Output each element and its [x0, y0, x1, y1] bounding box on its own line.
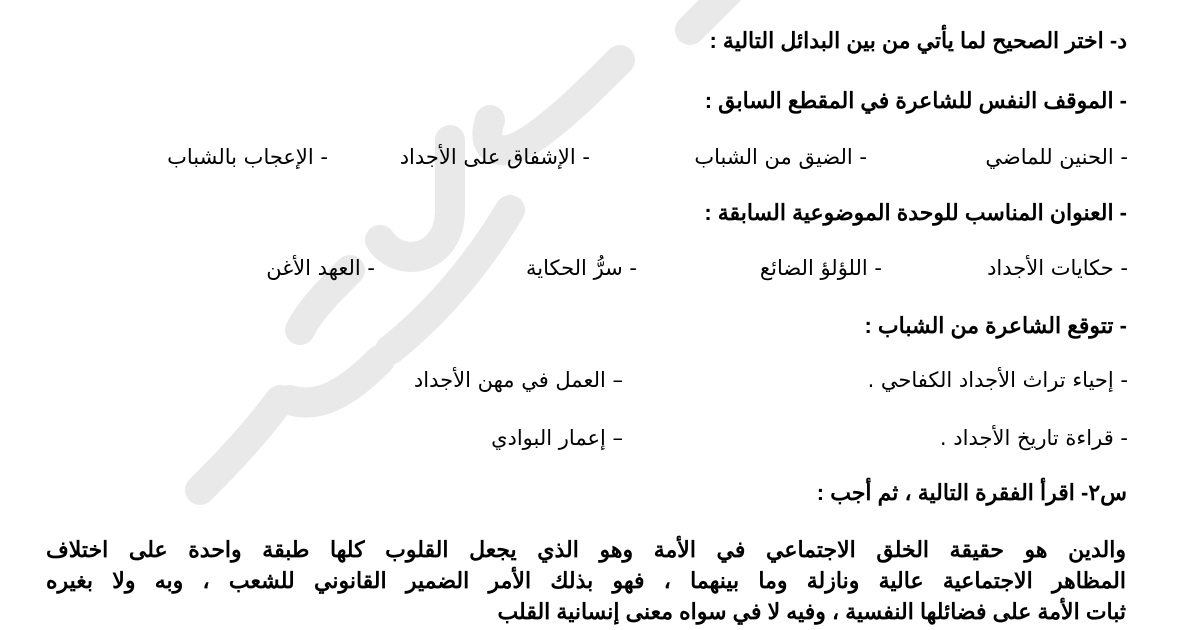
q1-option-4: - الإعجاب بالشباب — [167, 145, 328, 169]
q1-option-3: - الإشفاق على الأجداد — [399, 145, 590, 169]
paragraph-line-3: ثبات الأمة على فضائلها النفسية ، وفيه لا في سواه معنى إنسانية القلب — [497, 599, 1126, 624]
q3-option-4: – إعمار البوادي — [491, 426, 623, 450]
question-s2-heading: س٢- اقرأ الفقرة التالية ، ثم أجب : — [816, 480, 1127, 505]
question-3-title: - تتوقع الشاعرة من الشباب : — [864, 313, 1127, 338]
question-1-title: - الموقف النفس للشاعرة في المقطع السابق : — [704, 88, 1127, 113]
q2-option-3: - سرُّ الحكاية — [526, 256, 637, 280]
paragraph-line-1: والدين هو حقيقة الخلق الاجتماعي في الأمة وهو الذي يجعل القلوب كلها طبقة واحدة على اختلاف — [46, 537, 1126, 562]
q3-option-2: – العمل في مهن الأجداد — [413, 368, 623, 392]
paragraph-line-2: المظاهر الاجتماعية عالية ونازلة وما بينهما ، فهو بذلك الأمر الضمير القانوني للشعب ، وبه ولا بغيره — [46, 568, 1126, 593]
q1-option-1: - الحنين للماضي — [985, 145, 1128, 169]
q2-option-1: - حكايات الأجداد — [987, 256, 1128, 280]
q1-option-2: - الضيق من الشباب — [694, 145, 867, 169]
question-2-title: - العنوان المناسب للوحدة الموضوعية السابقة : — [704, 200, 1127, 225]
reading-paragraph — [46, 534, 1126, 627]
q3-option-1: - إحياء تراث الأجداد الكفاحي . — [867, 368, 1128, 392]
section-d-heading: د- اختر الصحيح لما يأتي من بين البدائل التالية : — [709, 28, 1127, 53]
q2-option-2: - اللؤلؤ الضائع — [759, 256, 882, 280]
q2-option-4: - العهد الأغن — [266, 256, 375, 280]
q3-option-3: - قراءة تاريخ الأجداد . — [939, 426, 1128, 450]
watermark — [150, 0, 770, 530]
